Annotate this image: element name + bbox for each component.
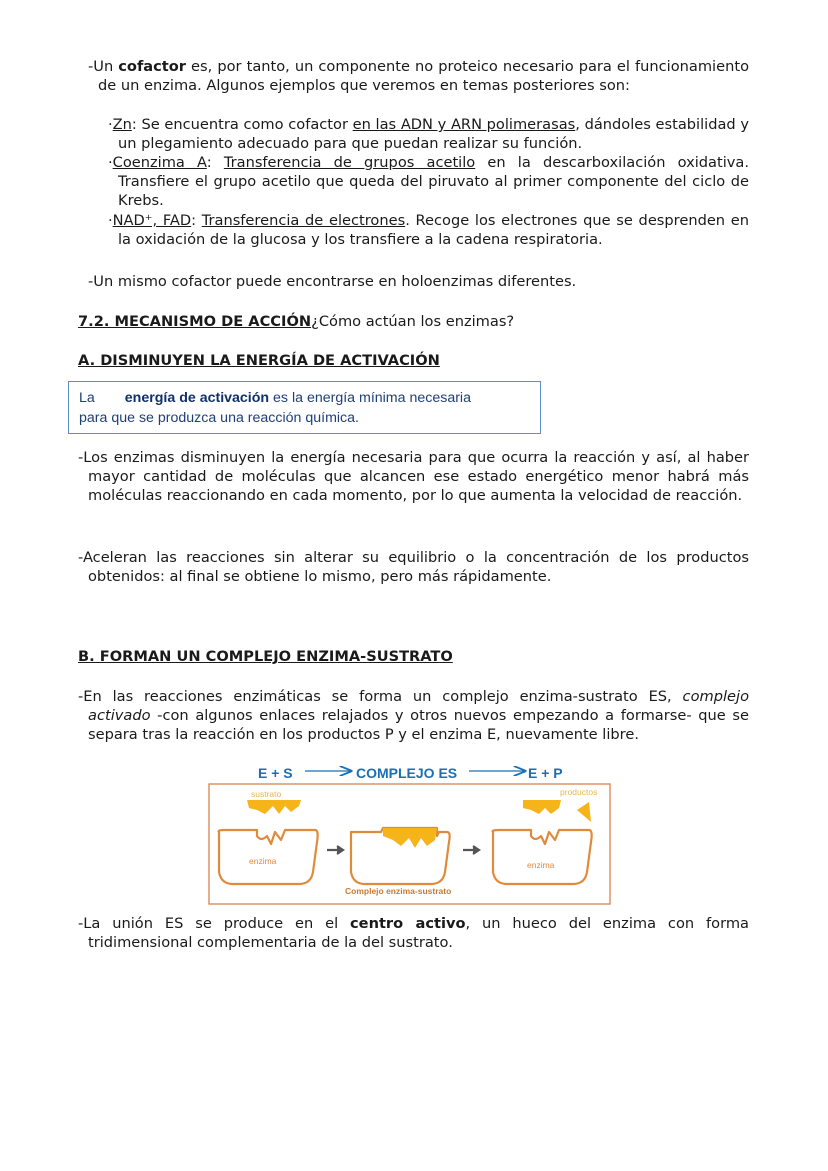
label-substrate: sustrato <box>251 789 282 799</box>
cofactor-intro-dash: -Un <box>88 58 119 75</box>
definition-box <box>68 381 541 434</box>
label-products: productos <box>560 787 598 797</box>
cofactor-term: cofactor <box>118 58 186 75</box>
example-name: Zn <box>112 116 132 133</box>
definition-line-2: para que se produzca una reacción química. <box>79 409 359 426</box>
label-enzyme-1: enzima <box>249 856 277 866</box>
section-b-intro-text-2: -con algunos enlaces relajados y otros nuevos empezando a formarse- que se separa tras la reacción en los productos P y el enzima E, nuevamente libre. <box>88 707 749 744</box>
example-text: . Recoge los electrones que se desprenden en la oxidación de la glucosa y los transfiere a la cadena respiratoria. <box>118 212 749 249</box>
centro-activo-term: centro activo <box>350 915 466 932</box>
section-b-heading: B. FORMAN UN COMPLEJO ENZIMA-SUSTRATO <box>78 648 453 665</box>
section-72-heading <box>78 312 514 331</box>
example-text: , dándoles estabilidad y un plegamiento adecuado para que puedan realizar su función. <box>118 116 749 153</box>
example-name: NAD⁺, FAD <box>112 212 192 229</box>
example-underlined: Transferencia de electrones <box>201 212 406 229</box>
example-sep: : <box>191 212 202 229</box>
section-b-final-text-2: , un hueco del enzima con forma tridimensional complementaria de la del sustrato. <box>88 915 749 952</box>
equation-middle: COMPLEJO ES <box>356 765 458 781</box>
label-complex: Complejo enzima-sustrato <box>345 886 452 896</box>
example-zn <box>108 115 749 153</box>
example-nad-fad <box>108 211 749 249</box>
cofactor-intro-paragraph <box>88 57 749 95</box>
cofactor-intro-text: es, por tanto, un componente no proteico necesario para el funcionamiento de un enzima. Algunos ejemplos que veremos en temas posteriores son: <box>98 58 749 95</box>
definition-rest-1: es la energía mínima necesaria <box>269 390 471 406</box>
section-b-final-text-1: -La unión ES se produce en el <box>78 915 351 932</box>
example-name: Coenzima A <box>112 154 207 171</box>
example-sep: : Se encuentra como cofactor <box>131 116 353 133</box>
section-72-title: 7.2. MECANISMO DE ACCIÓN <box>78 313 312 330</box>
bullet: · <box>108 212 113 229</box>
section-a-paragraph-2: -Aceleran las reacciones sin alterar su equilibrio o la concentración de los productos obtenidos: al final se obtiene lo mismo, pero más rápidamente. <box>78 549 749 586</box>
complejo-activado-term: complejo activado <box>88 688 749 725</box>
section-a-paragraph-1: -Los enzimas disminuyen la energía necesaria para que ocurra la reacción y así, al haber mayor cantidad de moléculas que alcancen ese estado energético menor habrá más moléculas reaccionando en cada momento, por lo que aumenta la velocidad de reacción. <box>78 449 749 505</box>
section-b-intro <box>78 687 749 745</box>
equation-right: E + P <box>528 765 563 781</box>
equation-left: E + S <box>258 765 293 781</box>
section-b-final <box>78 914 749 952</box>
example-coenzima-a <box>108 153 749 211</box>
example-text: en la descarboxilación oxidativa. Transfiere el grupo acetilo que queda del piruvato al primer componente del ciclo de Krebs. <box>118 154 749 210</box>
label-enzyme-2: enzima <box>527 860 555 870</box>
same-cofactor-paragraph: -Un mismo cofactor puede encontrarse en holoenzimas diferentes. <box>88 273 577 290</box>
section-a-heading: A. DISMINUYEN LA ENERGÍA DE ACTIVACIÓN <box>78 352 440 369</box>
example-underlined: en las ADN y ARN polimerasas <box>352 116 576 133</box>
section-b-intro-text-1: -En las reacciones enzimáticas se forma un complejo enzima-sustrato ES, <box>78 688 683 705</box>
definition-term: energía de activación <box>124 390 270 406</box>
definition-line-1 <box>79 389 540 409</box>
bullet: · <box>108 154 113 171</box>
example-underlined: Transferencia de grupos acetilo <box>223 154 476 171</box>
definition-lead: La <box>79 390 95 406</box>
bullet: · <box>108 116 113 133</box>
example-sep: : <box>206 154 224 171</box>
enzyme-substrate-figure <box>205 762 615 908</box>
section-72-question: ¿Cómo actúan los enzimas? <box>311 313 515 330</box>
